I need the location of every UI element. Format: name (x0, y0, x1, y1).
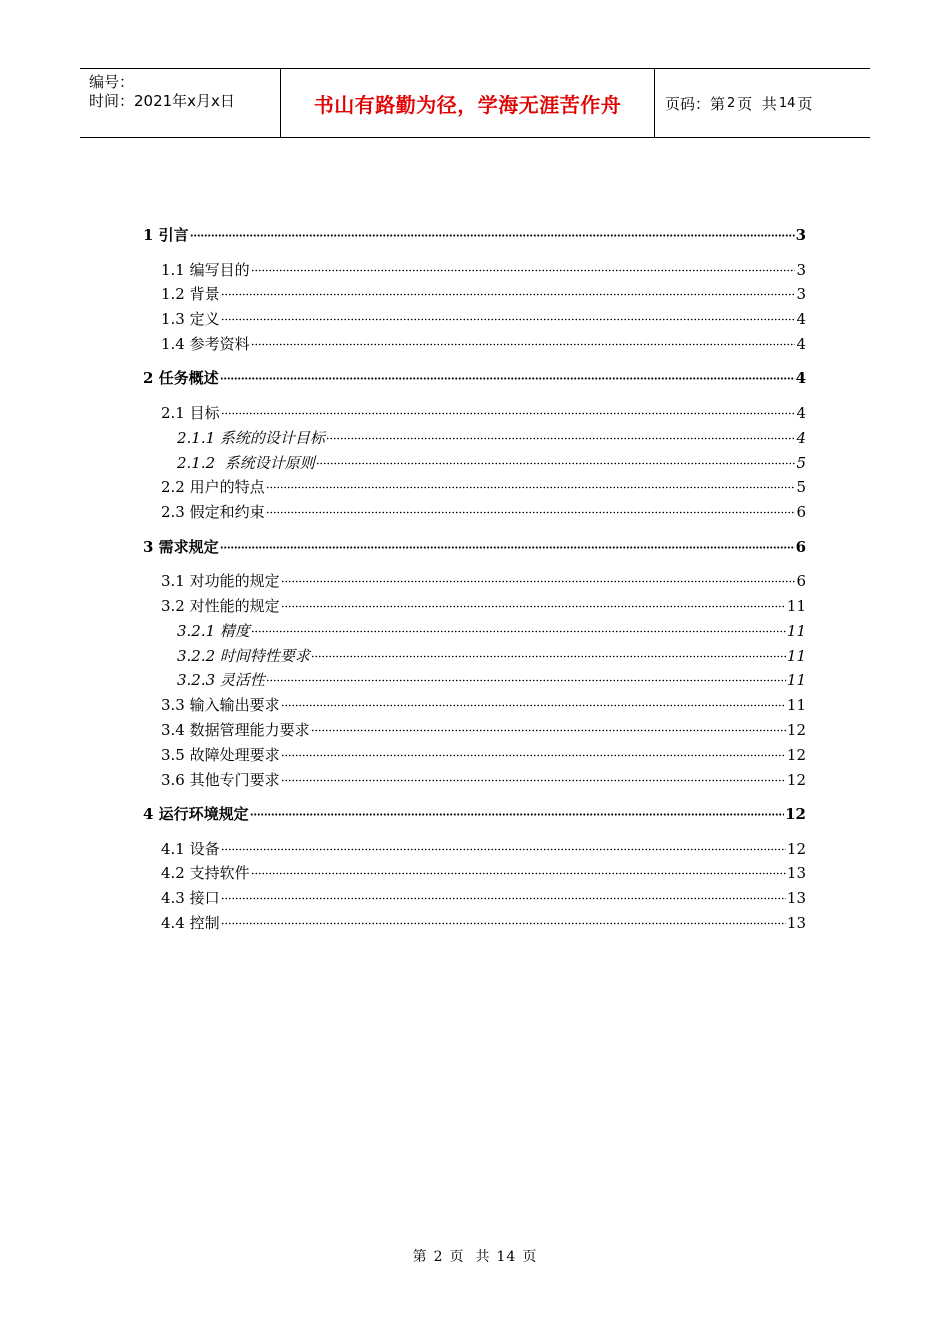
toc-entry-page-number: 3 (796, 260, 806, 279)
toc-entry-label: 2 任务概述 (143, 369, 219, 388)
toc-dot-leader (190, 220, 795, 240)
footer-total-pages: 14 (496, 1249, 517, 1265)
toc-entry-page-number: 4 (796, 403, 806, 422)
toc-entry-page-number: 13 (786, 864, 806, 883)
toc-entry-page-number: 3 (796, 285, 806, 304)
header-page-prefix: 页码：第 (665, 94, 726, 113)
document-number-label: 编号： (89, 73, 135, 91)
toc-entry-label: 3.2.1 精度 (177, 621, 250, 640)
toc-entry[interactable] (143, 329, 806, 354)
toc-entry-page-number: 11 (786, 621, 806, 640)
toc-entry-page-number: 11 (786, 596, 806, 615)
footer-prefix: 第 (412, 1249, 428, 1265)
toc-entry-label: 3.4 数据管理能力要求 (161, 720, 310, 739)
toc-entry-label: 2.1 目标 (161, 403, 220, 422)
toc-dot-leader (266, 497, 796, 517)
toc-entry-label: 2.1.1 系统的设计目标 (177, 428, 325, 447)
toc-dot-leader (316, 448, 796, 468)
toc-entry-page-number: 13 (786, 913, 806, 932)
toc-entry[interactable] (143, 616, 806, 641)
toc-entry-label: 3.3 输入输出要求 (161, 696, 280, 715)
toc-entry-page-number: 6 (796, 572, 806, 591)
toc-entry[interactable] (143, 398, 806, 423)
toc-entry-page-number: 12 (786, 770, 806, 789)
toc-entry-label: 1.1 编写目的 (161, 260, 250, 279)
toc-entry-page-number: 12 (786, 720, 806, 739)
header-info-cell (80, 69, 281, 137)
toc-dot-leader (220, 363, 795, 383)
toc-dot-leader (221, 834, 786, 854)
toc-entry-label: 2.1.2 系统设计原则 (177, 453, 315, 472)
header-motto: 书山有路勤为径，学海无涯苦作舟 (281, 69, 655, 137)
toc-entry-page-number: 4 (795, 369, 806, 388)
toc-dot-leader (221, 279, 796, 299)
toc-entry-label: 1 引言 (143, 226, 189, 244)
toc-dot-leader (221, 398, 796, 418)
toc-entry[interactable] (143, 448, 806, 473)
footer-current-page: 2 (433, 1249, 444, 1265)
header-page-total: 14 (778, 95, 796, 111)
toc-dot-leader (251, 329, 796, 349)
toc-entry-label: 4.4 控制 (161, 913, 220, 932)
toc-entry-label: 4.2 支持软件 (161, 864, 250, 883)
toc-entry-page-number: 4 (796, 334, 806, 353)
toc-dot-leader (250, 799, 784, 819)
toc-dot-leader (311, 715, 786, 735)
toc-entry[interactable] (143, 641, 806, 666)
footer-suffix: 页 (522, 1249, 538, 1265)
toc-entry-page-number: 6 (796, 503, 806, 522)
toc-entry[interactable] (143, 908, 806, 933)
toc-entry-label: 3.5 故障处理要求 (161, 745, 280, 764)
toc-dot-leader (251, 858, 786, 878)
toc-entry-label: 1.2 背景 (161, 285, 220, 304)
toc-entry[interactable] (143, 363, 806, 388)
toc-dot-leader (251, 616, 786, 636)
toc-entry-page-number: 5 (796, 478, 806, 497)
toc-entry-label: 4.3 接口 (161, 889, 220, 908)
toc-entry-page-number: 12 (786, 839, 806, 858)
toc-dot-leader (251, 255, 796, 275)
toc-entry-label: 3.6 其他专门要求 (161, 770, 280, 789)
toc-entry-page-number: 11 (786, 671, 806, 690)
document-time-label: 时间：2021年x月x日 (89, 92, 235, 110)
toc-entry[interactable] (143, 279, 806, 304)
toc-entry[interactable] (143, 304, 806, 329)
toc-entry[interactable] (143, 472, 806, 497)
toc-entry-label: 4.1 设备 (161, 839, 220, 858)
header-page-mid: 页 共 (737, 94, 777, 113)
toc-dot-leader (220, 532, 795, 552)
toc-entry[interactable] (143, 255, 806, 280)
toc-entry[interactable] (143, 834, 806, 859)
toc-dot-leader (281, 591, 786, 611)
toc-entry-page-number: 13 (786, 889, 806, 908)
header-page-indicator (655, 69, 870, 137)
toc-dot-leader (311, 641, 786, 661)
toc-dot-leader (266, 665, 786, 685)
toc-entry[interactable] (143, 690, 806, 715)
toc-entry-page-number: 5 (796, 453, 806, 472)
toc-entry-page-number: 12 (785, 805, 806, 823)
header-page-suffix: 页 (797, 94, 813, 113)
toc-entry-label: 3.2 对性能的规定 (161, 596, 280, 615)
toc-entry[interactable] (143, 220, 806, 245)
page-header (80, 68, 870, 138)
footer-mid: 页 共 (449, 1249, 491, 1265)
toc-entry[interactable] (143, 765, 806, 790)
toc-entry[interactable] (143, 566, 806, 591)
header-page-current: 2 (727, 95, 736, 111)
toc-entry[interactable] (143, 883, 806, 908)
toc-entry[interactable] (143, 423, 806, 448)
toc-dot-leader (221, 304, 796, 324)
toc-dot-leader (281, 740, 786, 760)
toc-entry[interactable] (143, 858, 806, 883)
toc-entry-label: 1.4 参考资料 (161, 334, 250, 353)
toc-entry-page-number: 4 (796, 310, 806, 329)
toc-entry-label: 1.3 定义 (161, 310, 220, 329)
toc-entry-page-number: 11 (786, 646, 806, 665)
toc-entry-label: 2.3 假定和约束 (161, 503, 265, 522)
toc-entry-label: 3.2.3 灵活性 (177, 671, 265, 690)
toc-entry[interactable] (143, 740, 806, 765)
toc-dot-leader (281, 765, 786, 785)
toc-entry[interactable] (143, 799, 806, 824)
toc-entry[interactable] (143, 532, 806, 557)
page-footer (0, 1246, 950, 1266)
toc-entry-label: 2.2 用户的特点 (161, 478, 265, 497)
toc-dot-leader (281, 566, 796, 586)
toc-entry-label: 3.1 对功能的规定 (161, 572, 280, 591)
toc-entry[interactable] (143, 665, 806, 690)
toc-dot-leader (266, 472, 796, 492)
toc-entry[interactable] (143, 497, 806, 522)
toc-entry-page-number: 12 (786, 745, 806, 764)
toc-entry-page-number: 6 (795, 537, 806, 556)
toc-dot-leader (281, 690, 786, 710)
toc-entry-label: 4 运行环境规定 (143, 805, 249, 823)
toc-entry-page-number: 3 (795, 226, 806, 244)
toc-dot-leader (326, 423, 796, 443)
toc-dot-leader (221, 883, 786, 903)
toc-entry-page-number: 4 (796, 428, 806, 447)
toc-entry-label: 3.2.2 时间特性要求 (177, 646, 310, 665)
toc-entry-page-number: 11 (786, 696, 806, 715)
toc-dot-leader (221, 908, 786, 928)
toc-entry[interactable] (143, 715, 806, 740)
toc-entry[interactable] (143, 591, 806, 616)
toc-entry-label: 3 需求规定 (143, 537, 219, 556)
